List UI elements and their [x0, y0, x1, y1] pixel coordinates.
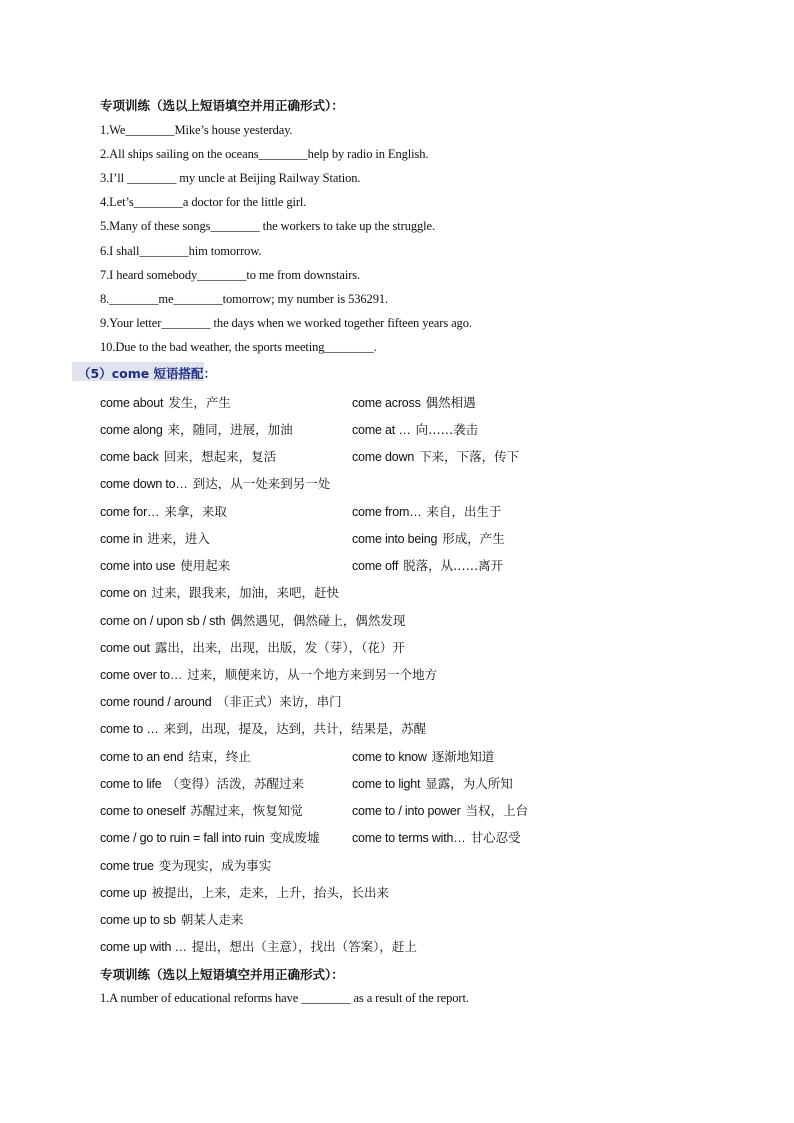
phrase-entry [100, 828, 320, 846]
phrase-entry [100, 638, 405, 656]
exercise-line: 1.We________Mike’s house yesterday. [100, 123, 293, 137]
phrase-en: come at … [352, 423, 411, 437]
phrase-entry [100, 937, 417, 955]
phrase-zh: （非正式）来访，串门 [216, 694, 342, 709]
phrase-entry [100, 856, 271, 874]
phrase-zh: 来，随同，进展，加油 [167, 422, 293, 437]
phrase-zh: 显露，为人所知 [425, 776, 513, 791]
phrase-zh: 结束，终止 [188, 749, 251, 764]
phrase-entry [352, 828, 521, 846]
exercise-line: 5.Many of these songs________ the workers to take up the struggle. [100, 219, 436, 233]
exercise-line: 7.I heard somebody________to me from downstairs. [100, 268, 361, 282]
phrase-entry [100, 393, 231, 411]
phrase-entry [100, 747, 251, 765]
phrase-zh: 到达，从一处来到另一处 [192, 476, 331, 491]
phrase-zh: 甘心忍受 [470, 830, 521, 845]
phrase-entry [100, 556, 230, 574]
phrase-en: come to terms with… [352, 831, 466, 845]
phrase-entry [100, 474, 330, 492]
phrase-zh: 变为现实，成为事实 [158, 858, 272, 873]
phrase-zh: 来到，出现，提及，达到，共计，结果是，苏醒 [163, 721, 427, 736]
phrase-en: come across [352, 396, 421, 410]
phrase-zh: 发生，产生 [168, 395, 231, 410]
phrase-zh: 形成，产生 [442, 531, 505, 546]
phrase-en: come to an end [100, 750, 184, 764]
phrase-zh: （变得）活泼，苏醒过来 [166, 776, 305, 791]
phrase-zh: 使用起来 [180, 558, 231, 573]
practice-heading: 专项训练（选以上短语填空并用正确形式）： [100, 967, 344, 982]
phrase-en: come to … [100, 722, 159, 736]
phrase-entry [100, 447, 276, 465]
phrase-en: come into use [100, 559, 176, 573]
phrase-en: come about [100, 396, 164, 410]
phrase-entry [100, 420, 293, 438]
phrase-en: come in [100, 532, 143, 546]
exercise-line: 9.Your letter________ the days when we worked together fifteen years ago. [100, 316, 472, 330]
phrase-en: come into being [352, 532, 438, 546]
phrase-zh: 被提出，上来，走来，上升，抬头，长出来 [151, 885, 390, 900]
phrase-entry [352, 447, 519, 465]
phrase-entry [100, 665, 437, 683]
phrase-entry [100, 774, 304, 792]
exercise-line: 8.________me________tomorrow; my number is 536291. [100, 292, 389, 306]
phrase-en: come along [100, 423, 163, 437]
phrase-en: come out [100, 641, 150, 655]
phrase-zh: 进来，进入 [147, 531, 210, 546]
phrase-entry [352, 774, 513, 792]
phrase-en: come to oneself [100, 804, 186, 818]
phrase-entry [352, 556, 503, 574]
phrase-en: come to know [352, 750, 427, 764]
phrase-entry [352, 801, 528, 819]
phrase-entry [352, 747, 494, 765]
phrase-zh: 来拿，来取 [164, 504, 227, 519]
phrase-zh: 变成废墟 [269, 830, 320, 845]
phrase-zh: 偶然遇见，偶然碰上，偶然发现 [230, 613, 406, 628]
phrase-entry [352, 420, 478, 438]
phrase-en: come up to sb [100, 913, 176, 927]
phrase-en: come on / upon sb / sth [100, 614, 226, 628]
phrase-zh: 下来，下落，传下 [419, 449, 520, 464]
phrase-zh: 来自，出生于 [426, 504, 502, 519]
phrase-entry [100, 583, 339, 601]
phrase-zh: 逐渐地知道 [431, 749, 495, 764]
phrase-zh: 回来，想起来，复活 [163, 449, 277, 464]
phrase-zh: 露出，出来，出现，出版，发（芽），（花）开 [154, 640, 405, 655]
phrase-zh: 偶然相遇 [425, 395, 476, 410]
phrase-en: come up with … [100, 940, 187, 954]
exercise-line: 1.A number of educational reforms have ________ as a result of the report. [100, 991, 469, 1005]
phrase-en: come off [352, 559, 399, 573]
phrase-entry [100, 692, 342, 710]
phrase-entry [100, 801, 303, 819]
phrase-en: come true [100, 859, 154, 873]
phrase-entry [352, 502, 502, 520]
phrase-entry [352, 529, 505, 547]
phrase-entry [100, 719, 426, 737]
phrase-entry [100, 529, 210, 547]
phrase-entry [100, 611, 405, 629]
phrase-en: come down to… [100, 477, 188, 491]
exercise-line: 10.Due to the bad weather, the sports meeting________. [100, 340, 377, 354]
phrase-en: come back [100, 450, 159, 464]
phrase-zh: 提出，想出（主意），找出（答案），赶上 [191, 939, 417, 954]
phrase-en: come to light [352, 777, 421, 791]
phrase-en: come to life [100, 777, 162, 791]
phrase-en: come up [100, 886, 147, 900]
phrase-en: come on [100, 586, 147, 600]
phrase-entry [100, 502, 227, 520]
phrase-zh: 苏醒过来，恢复知觉 [190, 803, 303, 818]
phrase-en: come from… [352, 505, 422, 519]
phrase-zh: 过来，顺便来访，从一个地方来到另一个地方 [187, 667, 438, 682]
phrase-zh: 当权，上台 [465, 803, 529, 818]
phrase-entry [100, 883, 389, 901]
phrase-zh: 向……袭击 [415, 422, 479, 437]
phrase-zh: 过来，跟我来，加油，来吧，赶快 [151, 585, 340, 600]
phrase-entry [100, 910, 243, 928]
phrase-en: come for… [100, 505, 160, 519]
exercise-line: 3.I’ll ________ my uncle at Beijing Railway Station. [100, 171, 361, 185]
phrase-en: come to / into power [352, 804, 461, 818]
phrase-zh: 脱落，从……离开 [403, 558, 504, 573]
phrase-en: come over to… [100, 668, 183, 682]
phrase-en: come down [352, 450, 415, 464]
exercise-line: 6.I shall________him tomorrow. [100, 244, 262, 258]
practice-heading: 专项训练（选以上短语填空并用正确形式）： [100, 98, 344, 113]
phrase-entry [352, 393, 476, 411]
exercise-line: 4.Let’s________a doctor for the little girl. [100, 195, 307, 209]
phrase-zh: 朝某人走来 [180, 912, 244, 927]
section-title: （5）come 短语搭配： [78, 366, 217, 381]
phrase-en: come / go to ruin = fall into ruin [100, 831, 265, 845]
phrase-en: come round / around [100, 695, 212, 709]
exercise-line: 2.All ships sailing on the oceans________help by radio in English. [100, 147, 429, 161]
